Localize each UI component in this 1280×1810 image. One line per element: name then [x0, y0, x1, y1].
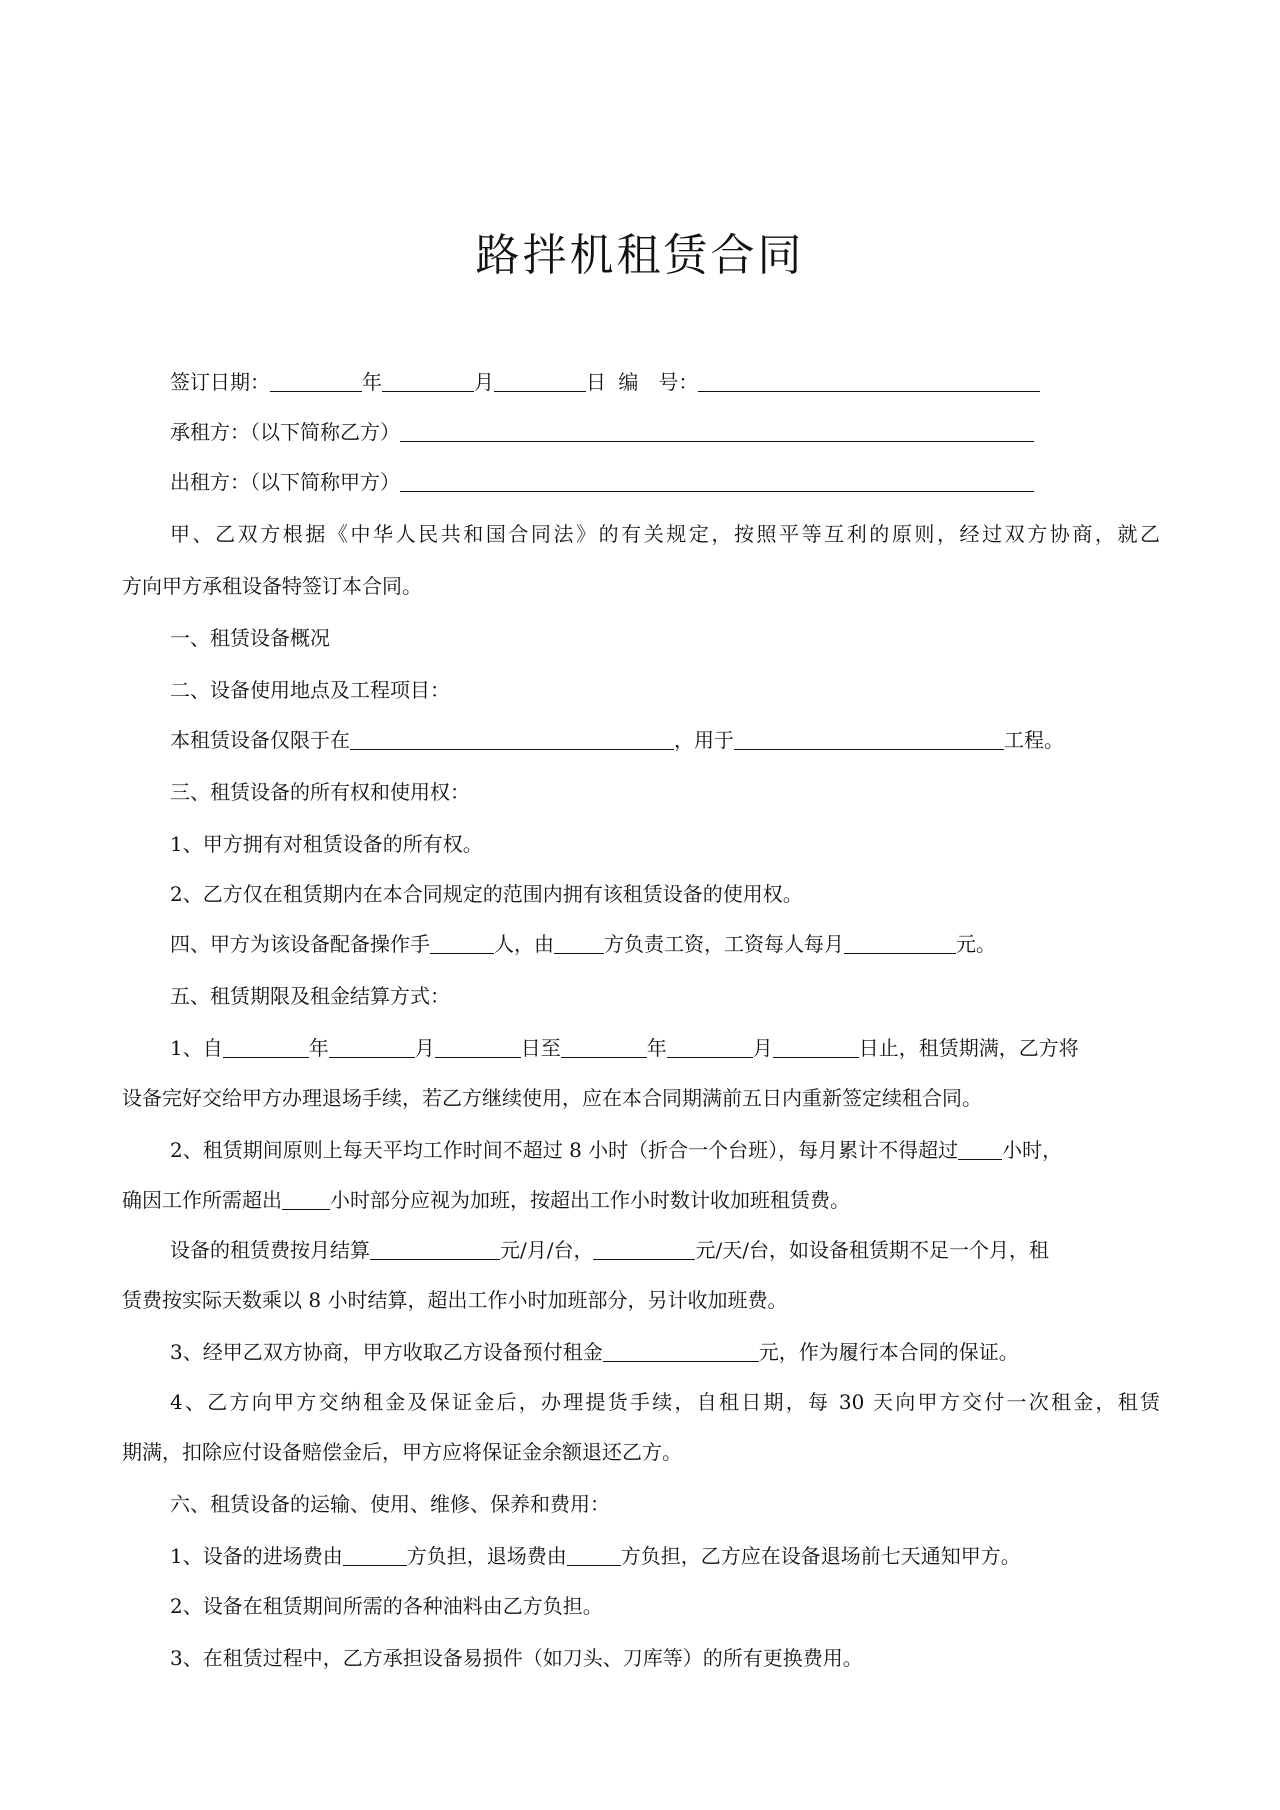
payment-line-1: 4、乙方向甲方交纳租金及保证金后，办理提货手续，自租日期，每 30 天向甲方交付一次租金，租赁: [170, 1390, 1160, 1414]
section-3-heading: 三、租赁设备的所有权和使用权：: [170, 780, 470, 804]
intro-line-2: 方向甲方承租设备特签订本合同。: [122, 574, 422, 598]
lease-period-line-2: 设备完好交给甲方办理退场手续，若乙方继续使用，应在本合同期满前五日内重新签定续租合同。: [122, 1086, 982, 1110]
sign-day-blank[interactable]: [494, 371, 586, 392]
section-5-heading: 五、租赁期限及租金结算方式：: [170, 984, 450, 1008]
lessee-blank[interactable]: [400, 421, 1034, 442]
entry-fee-party-blank[interactable]: [343, 1545, 407, 1566]
fee-text-c: 元/天/台，如设备租赁期不足一个月，租: [695, 1238, 1049, 1262]
period-text-from: 1、自: [170, 1036, 223, 1060]
usage-text-c: 工程。: [1004, 728, 1064, 752]
start-day-blank[interactable]: [435, 1037, 521, 1058]
operator-text-c: 方负责工资，工资每人每月: [604, 932, 844, 956]
start-year-blank[interactable]: [223, 1037, 309, 1058]
daily-fee-blank[interactable]: [593, 1239, 695, 1260]
deposit-amount-blank[interactable]: [603, 1341, 759, 1362]
work-hours-text-a: 2、租赁期间原则上每天平均工作时间不超过 8 小时（折合一个台班），每月累计不得超过: [170, 1138, 959, 1162]
deposit-text-b: 元，作为履行本合同的保证。: [758, 1340, 1019, 1364]
rental-fee-line-2: 赁费按实际天数乘以 8 小时结算，超出工作小时加班部分，另计收加班费。: [122, 1288, 788, 1312]
start-month-blank[interactable]: [329, 1037, 415, 1058]
period-year-label: 年: [308, 1036, 329, 1060]
operator-text-d: 元。: [956, 932, 996, 956]
deposit-line: [170, 1338, 1019, 1366]
location-blank[interactable]: [350, 729, 674, 750]
operator-text-b: 人，由: [494, 932, 554, 956]
period-end-text: 日止，租赁期满，乙方将: [858, 1036, 1079, 1060]
usage-location-line: [170, 726, 1064, 754]
section-6-heading: 六、租赁设备的运输、使用、维修、保养和费用：: [170, 1492, 610, 1516]
section-2-heading: 二、设备使用地点及工程项目：: [170, 678, 450, 702]
number-label: 编 号：: [618, 370, 699, 394]
year-label: 年: [362, 370, 382, 394]
fee-text-b: 元/月/台，: [500, 1238, 594, 1262]
lessee-label: 承租方：（以下简称乙方）: [170, 420, 400, 444]
lessor-label: 出租方：（以下简称甲方）: [170, 470, 400, 494]
transport-text-b: 方负担，退场费由: [406, 1544, 567, 1568]
monthly-wage-blank[interactable]: [844, 933, 956, 954]
document-title: 路拌机租赁合同: [475, 230, 805, 281]
period-month-label: 月: [414, 1036, 435, 1060]
project-blank[interactable]: [734, 729, 1004, 750]
fee-text-a: 设备的租赁费按月结算: [170, 1238, 370, 1262]
lessor-blank[interactable]: [400, 471, 1034, 492]
monthly-fee-blank[interactable]: [370, 1239, 500, 1260]
section-6-item-2: 2、设备在租赁期间所需的各种油料由乙方负担。: [170, 1594, 603, 1618]
sign-date-label: 签订日期：: [170, 370, 270, 394]
payment-line-2: 期满，扣除应付设备赔偿金后，甲方应将保证金余额退还乙方。: [122, 1440, 682, 1464]
operator-count-blank[interactable]: [430, 933, 494, 954]
end-year-blank[interactable]: [561, 1037, 647, 1058]
transport-text-a: 1、设备的进场费由: [170, 1544, 343, 1568]
end-day-blank[interactable]: [773, 1037, 859, 1058]
lease-period-line: [170, 1034, 1079, 1062]
section-6-item-3: 3、在租赁过程中，乙方承担设备易损件（如刀头、刀库等）的所有更换费用。: [170, 1646, 863, 1670]
lessee-line: [170, 418, 1034, 446]
work-hours-line: [170, 1136, 1062, 1164]
operator-text-a: 四、甲方为该设备配备操作手: [170, 932, 430, 956]
contract-number-blank[interactable]: [698, 371, 1040, 392]
wage-party-blank[interactable]: [554, 933, 604, 954]
sign-date-line: [170, 368, 1040, 396]
deposit-text-a: 3、经甲乙双方协商，甲方收取乙方设备预付租金: [170, 1340, 603, 1364]
usage-text-a: 本租赁设备仅限于在: [170, 728, 350, 752]
intro-line-1: 甲、乙双方根据《中华人民共和国合同法》的有关规定，按照平等互利的原则，经过双方协商，就乙: [170, 522, 1160, 546]
month-label: 月: [474, 370, 494, 394]
overtime-hours-blank[interactable]: [282, 1189, 330, 1210]
usage-text-b: ，用于: [674, 728, 734, 752]
overtime-text-a: 确因工作所需超出: [122, 1188, 282, 1212]
sign-month-blank[interactable]: [382, 371, 474, 392]
section-3-item-1: 1、甲方拥有对租赁设备的所有权。: [170, 832, 483, 856]
monthly-hours-blank[interactable]: [958, 1139, 1002, 1160]
transport-text-c: 方负担，乙方应在设备退场前七天通知甲方。: [620, 1544, 1021, 1568]
rental-fee-line: [170, 1236, 1049, 1264]
transport-fee-line: [170, 1542, 1021, 1570]
section-4-line: [170, 930, 996, 958]
section-3-item-2: 2、乙方仅在租赁期内在本合同规定的范围内拥有该租赁设备的使用权。: [170, 882, 803, 906]
period-end-month-label: 月: [752, 1036, 773, 1060]
work-hours-text-b: 小时，: [1002, 1138, 1063, 1162]
lessor-line: [170, 468, 1034, 496]
sign-year-blank[interactable]: [270, 371, 362, 392]
period-to-label: 日至: [520, 1036, 561, 1060]
end-month-blank[interactable]: [667, 1037, 753, 1058]
day-label: 日: [586, 370, 606, 394]
overtime-text-b: 小时部分应视为加班，按超出工作小时数计收加班租赁费。: [330, 1188, 850, 1212]
exit-fee-party-blank[interactable]: [567, 1545, 621, 1566]
period-end-year-label: 年: [646, 1036, 667, 1060]
overtime-line: [122, 1186, 850, 1214]
section-1-heading: 一、租赁设备概况: [170, 626, 330, 650]
